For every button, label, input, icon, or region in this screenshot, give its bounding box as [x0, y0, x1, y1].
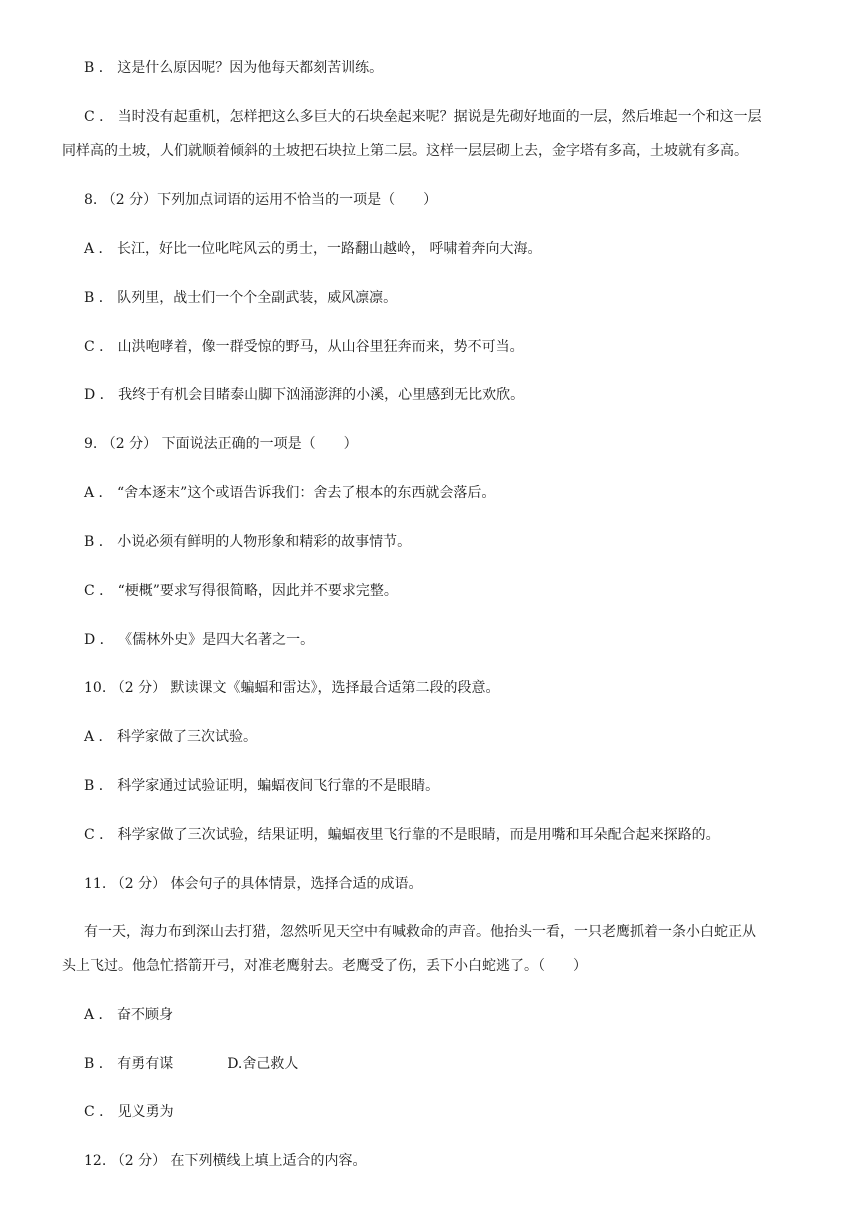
- q11-passage-line1: 有一天，海力布到深山去打猎，忽然听见天空中有喊救命的声音。他抬头一看，一只老鹰抓着一条小白蛇正从: [84, 924, 756, 940]
- q11-option-b: B ． 有勇有谋: [84, 1056, 174, 1072]
- q7-option-b: B ． 这是什么原因呢？因为他每天都刻苦训练。: [84, 60, 384, 76]
- q10-stem: 10. （2 分） 默读课文《蝙蝠和雷达》，选择最合适第二段的段意。: [84, 680, 500, 696]
- q7-option-c-line2: 同样高的土坡，人们就顺着倾斜的土坡把石块拉上第二层。这样一层层砌上去，金字塔有多高，土坡就有多高。: [62, 143, 748, 159]
- q8-option-c: C ． 山洪咆哮着，像一群受惊的野马，从山谷里狂奔而来，势不可当。: [84, 339, 524, 355]
- q9-option-c: C ． “梗概”要求写得很简略，因此并不要求完整。: [84, 583, 398, 599]
- q9-option-b: B ． 小说必须有鲜明的人物形象和精彩的故事情节。: [84, 534, 412, 550]
- q8-option-d: D ． 我终于有机会目睹泰山脚下汹涌澎湃的小溪，心里感到无比欢欣。: [84, 387, 525, 403]
- q10-option-a: A ． 科学家做了三次试验。: [84, 729, 258, 745]
- q11-option-c: C ． 见义勇为: [84, 1104, 174, 1120]
- q7-option-c-line1: C ． 当时没有起重机，怎样把这么多巨大的石块垒起来呢？据说是先砌好地面的一层，然后堆起一个和这一层: [84, 109, 762, 125]
- q8-stem: 8. （2 分）下列加点词语的运用不恰当的一项是（ ）: [84, 192, 438, 208]
- q11-option-d: D.舍己救人: [227, 1056, 299, 1072]
- q11-passage-line2: 头上飞过。他急忙搭箭开弓，对准老鹰射去。老鹰受了伤，丢下小白蛇逃了。（ ）: [62, 958, 587, 974]
- q9-stem: 9. （2 分） 下面说法正确的一项是（ ）: [84, 436, 358, 452]
- q8-option-b: B ． 队列里，战士们一个个全副武装，威风凛凛。: [84, 290, 398, 306]
- q10-option-c: C ． 科学家做了三次试验，结果证明，蝙蝠夜里飞行靠的不是眼睛，而是用嘴和耳朵配合起来探路的。: [84, 827, 720, 843]
- q11-option-b-row: [84, 1054, 298, 1074]
- q12-stem: 12. （2 分） 在下列横线上填上适合的内容。: [84, 1153, 367, 1169]
- q9-option-d: D ． 《儒林外史》是四大名著之一。: [84, 632, 315, 648]
- q11-stem: 11. （2 分） 体会句子的具体情景，选择合适的成语。: [84, 876, 423, 892]
- q8-option-a: A ． 长江，好比一位叱咤风云的勇士，一路翻山越岭， 呼啸着奔向大海。: [84, 241, 542, 257]
- q9-option-a: A ． “舍本逐末”这个或语告诉我们：舍去了根本的东西就会落后。: [84, 485, 496, 501]
- q11-option-a: A ． 奋不顾身: [84, 1007, 174, 1023]
- q10-option-b: B ． 科学家通过试验证明，蝙蝠夜间飞行靠的不是眼睛。: [84, 778, 440, 794]
